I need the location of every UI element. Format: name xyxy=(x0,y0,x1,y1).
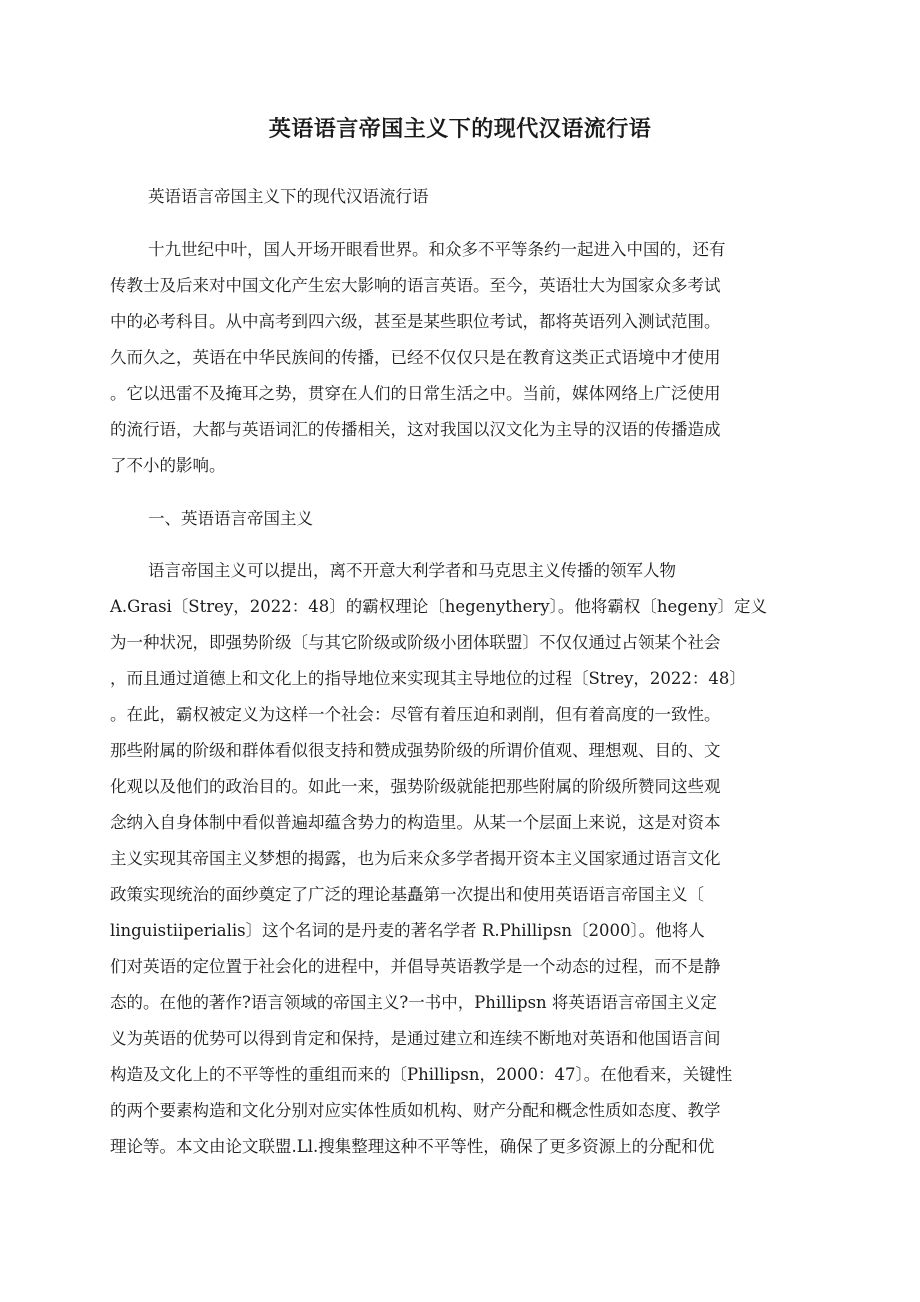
text-line: 的两个要素构造和文化分别对应实体性质如机构、财产分配和概念性质如态度、教学 xyxy=(110,1101,721,1120)
text-line: 的流行语，大都与英语词汇的传播相关，这对我国以汉文化为主导的汉语的传播造成 xyxy=(110,420,721,439)
text-line: 义为英语的优势可以得到肯定和保持，是通过建立和连续不断地对英语和他国语言间 xyxy=(110,1029,721,1048)
text-line: 念纳入自身体制中看似普遍却蕴含势力的构造里。从某一个层面上来说，这是对资本 xyxy=(110,813,721,832)
text-line: ，而且通过道德上和文化上的指导地位来实现其主导地位的过程〔Strey，2022：48〕 xyxy=(110,669,746,688)
text-line: 传教士及后来对中国文化产生宏大影响的语言英语。至今，英语壮大为国家众多考试 xyxy=(110,276,721,295)
text-line: 十九世纪中叶，国人开场开眼看世界。和众多不平等条约一起进入中国的，还有 xyxy=(148,240,726,259)
text-line: 化观以及他们的政治目的。如此一来，强势阶级就能把那些附属的阶级所赞同这些观 xyxy=(110,777,721,796)
document-title: 英语语言帝国主义下的现代汉语流行语 xyxy=(268,117,652,142)
text-line: 语言帝国主义可以提出，离不开意大利学者和马克思主义传播的领军人物 xyxy=(148,561,676,580)
text-line: 。在此，霸权被定义为这样一个社会：尽管有着压迫和剥削，但有着高度的一致性。 xyxy=(110,705,721,724)
text-line: 理论等。本文由论文联盟.Ll.搜集整理这种不平等性，确保了更多资源上的分配和优 xyxy=(110,1137,715,1156)
text-line: A.Grasi〔Strey，2022：48〕的霸权理论〔hegenythery〕。他将霸权〔hegeny〕定义 xyxy=(110,597,768,616)
text-line: 们对英语的定位置于社会化的进程中，并倡导英语教学是一个动态的过程，而不是静 xyxy=(110,957,721,976)
subtitle-line: 英语语言帝国主义下的现代汉语流行语 xyxy=(148,187,429,206)
text-line: 那些附属的阶级和群体看似很支持和赞成强势阶级的所谓价值观、理想观、目的、文 xyxy=(110,741,721,760)
text-line: 主义实现其帝国主义梦想的揭露，也为后来众多学者揭开资本主义国家通过语言文化 xyxy=(110,849,721,868)
text-line: 。它以迅雷不及掩耳之势，贯穿在人们的日常生活之中。当前，媒体网络上广泛使用 xyxy=(110,384,721,403)
text-line: 构造及文化上的不平等性的重组而来的〔Phillipsn，2000：47〕。在他看来，关键性 xyxy=(110,1065,733,1084)
text-line: 久而久之，英语在中华民族间的传播，已经不仅仅只是在教育这类正式语境中才使用 xyxy=(110,348,721,367)
text-line: 为一种状况，即强势阶级〔与其它阶级或阶级小团体联盟〕不仅仅通过占领某个社会 xyxy=(110,633,721,652)
text-line: 了不小的影响。 xyxy=(110,456,226,475)
text-line: 中的必考科目。从中高考到四六级，甚至是某些职位考试，都将英语列入测试范围。 xyxy=(110,312,721,331)
text-line: linguistiiperialis〕这个名词的是丹麦的著名学者 R.Phillipsn〔2000〕。他将人 xyxy=(110,921,705,940)
section-heading: 一、英语语言帝国主义 xyxy=(148,509,313,528)
text-line: 态的。在他的著作?语言领域的帝国主义?一书中，Phillipsn 将英语语言帝国主义定 xyxy=(110,993,717,1012)
text-line: 政策实现统治的面纱奠定了广泛的理论基矗第一次提出和使用英语语言帝国主义〔 xyxy=(110,885,704,904)
